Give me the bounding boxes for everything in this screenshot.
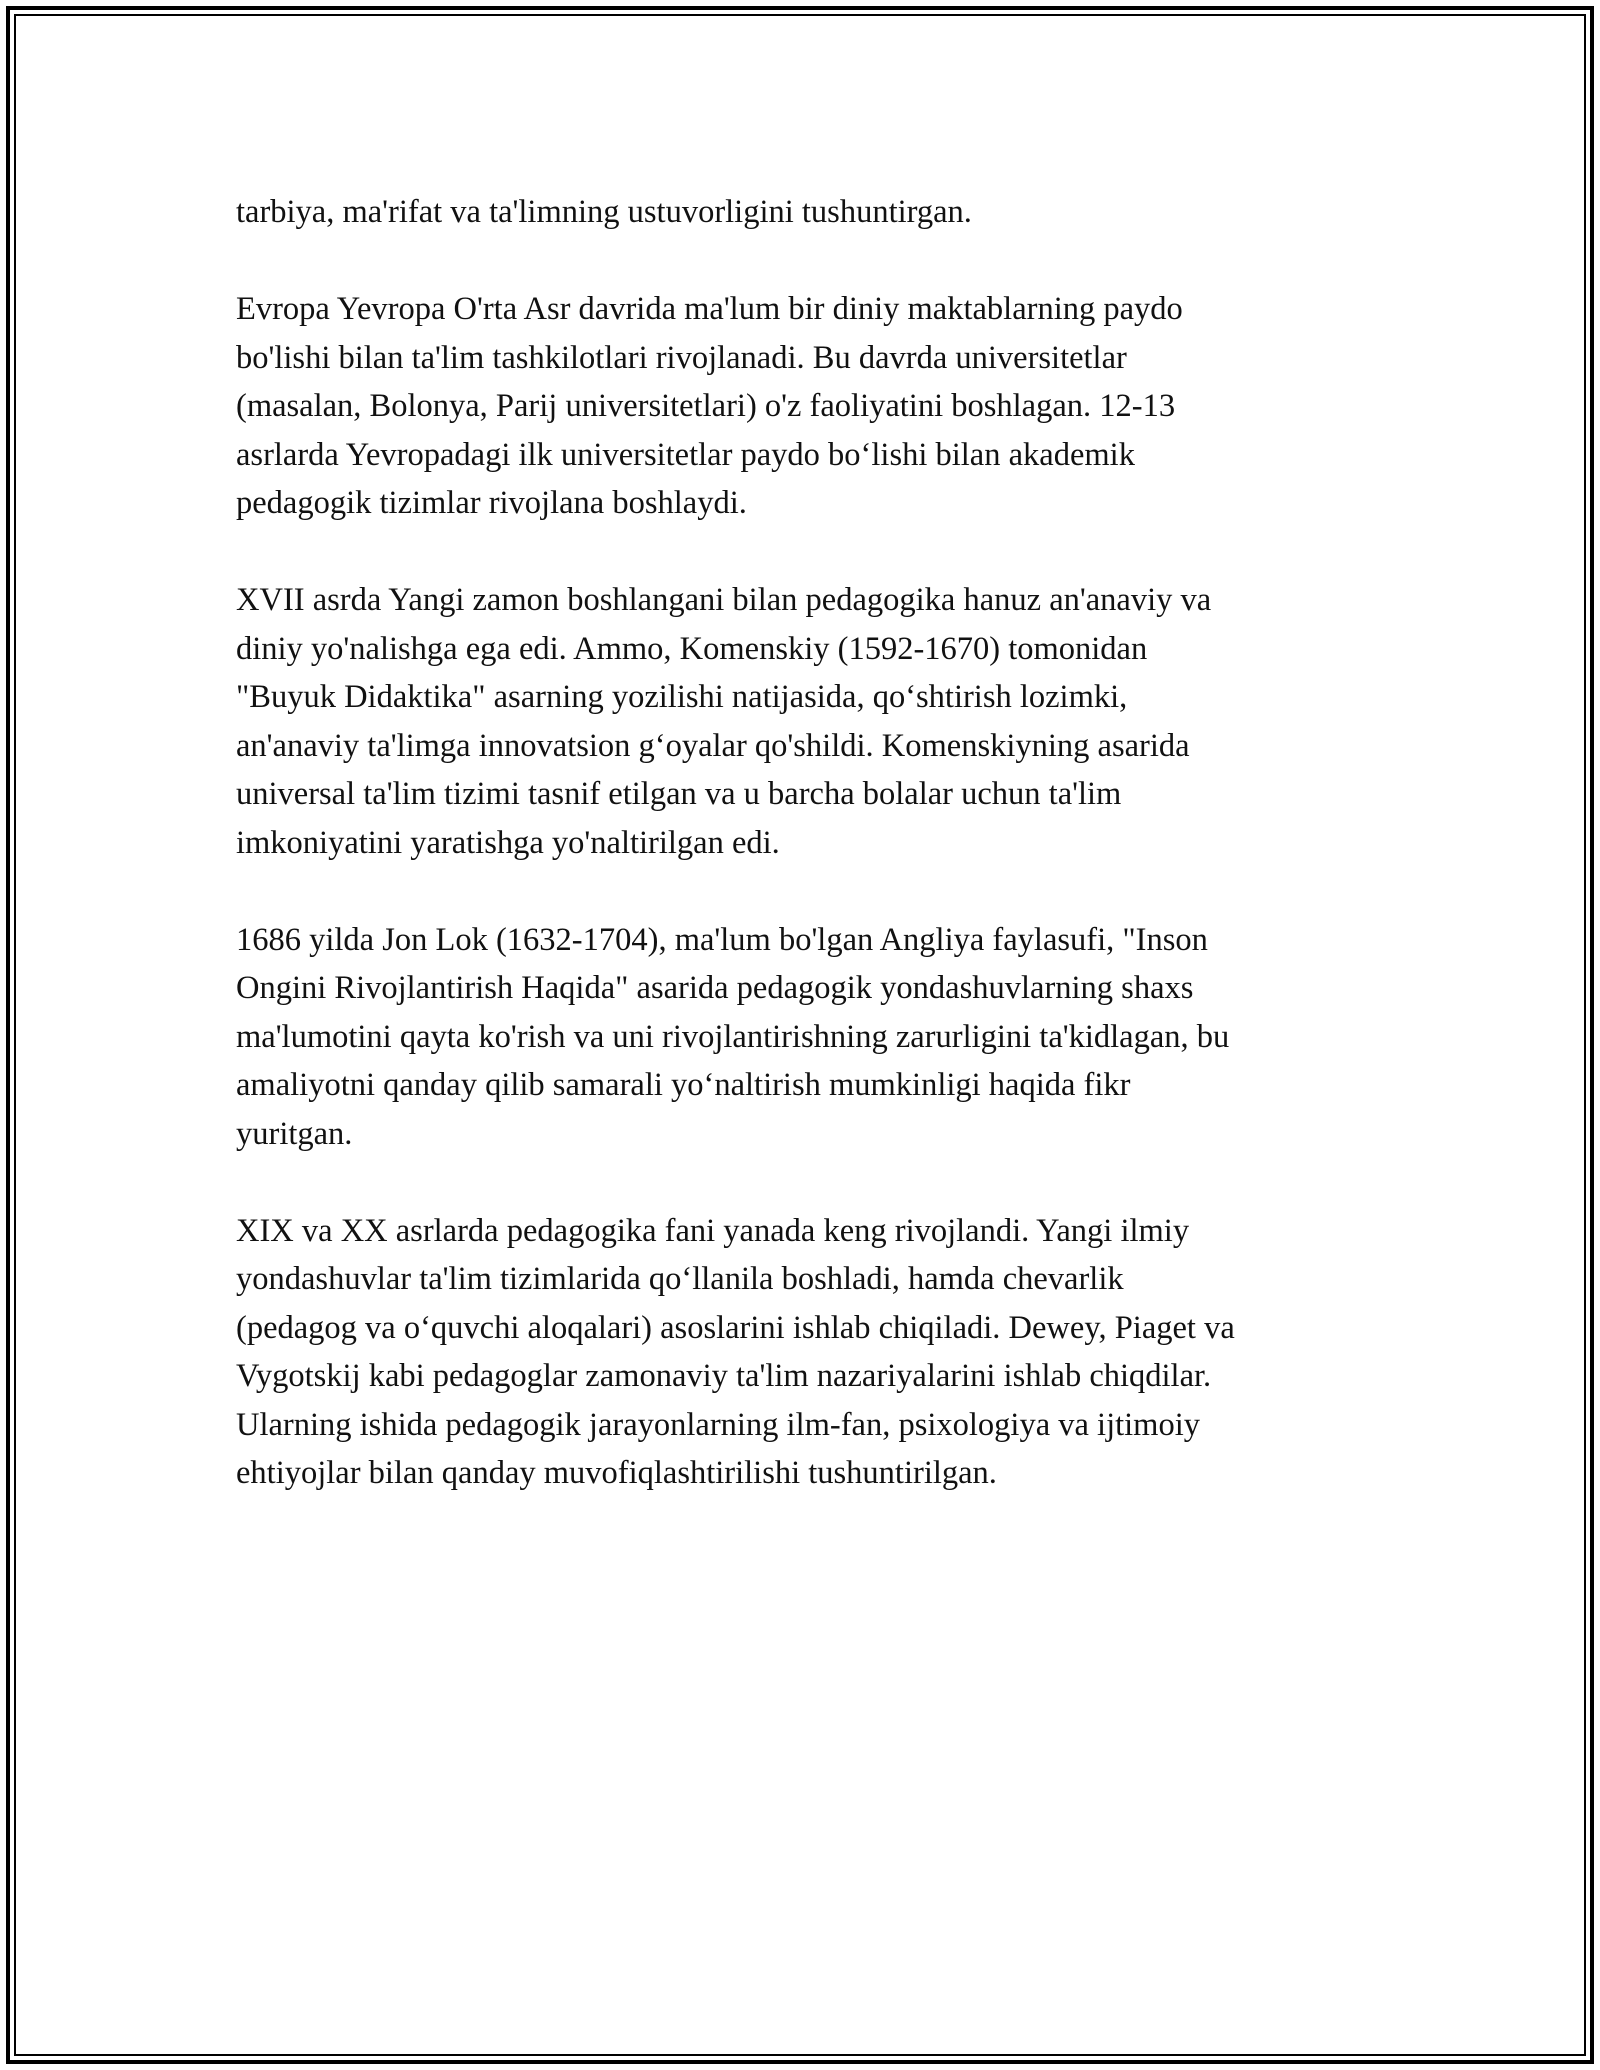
text-line: amaliyotni qanday qilib samarali yo‘naltirish mumkinligi haqida fikr: [236, 1067, 1131, 1103]
text-line: ma'lumotini qayta ko'rish va uni rivojlantirishning zarurligini ta'kidlagan, bu: [236, 1018, 1230, 1055]
text-line: diniy yo'nalishga ega edi. Ammo, Komenskiy (1592-1670) tomonidan: [236, 630, 1148, 667]
text-line: XVII asrda Yangi zamon boshlangani bilan pedagogika hanuz an'anaviy va: [236, 582, 1212, 618]
text-line: imkoniyatini yaratishga yo'naltirilgan edi.: [236, 824, 780, 861]
text-line: Ongini Rivojlantirish Haqida" asarida pedagogik yondashuvlarning shaxs: [236, 970, 1194, 1006]
text-line: "Buyuk Didaktika" asarning yozilishi natijasida, qo‘shtirish lozimki,: [236, 679, 1128, 715]
text-line: Vygotskij kabi pedagoglar zamonaviy ta'lim nazariyalarini ishlab chiqdilar.: [236, 1358, 1212, 1394]
text-line: yondashuvlar ta'lim tizimlarida qo‘llanila boshladi, hamda chevarlik: [236, 1261, 1124, 1297]
text-line: 1686 yilda Jon Lok (1632-1704), ma'lum bo'lgan Angliya faylasufi, "Inson: [236, 921, 1208, 958]
document-body: [236, 188, 1366, 1546]
paragraph-2: [236, 285, 1366, 528]
text-line: pedagogik tizimlar rivojlana boshlaydi.: [236, 485, 747, 521]
paragraph-4: [236, 916, 1366, 1159]
text-line: XIX va XX asrlarda pedagogika fani yanada keng rivojlandi. Yangi ilmiy: [236, 1212, 1190, 1249]
paragraph-1: [236, 188, 1366, 237]
text-line: Evropa Yevropa O'rta Asr davrida ma'lum bir diniy maktablarning paydo: [236, 291, 1183, 327]
text-line: ehtiyojlar bilan qanday muvofiqlashtirilishi tushuntirilgan.: [236, 1455, 997, 1491]
text-line: an'anaviy ta'limga innovatsion g‘oyalar qo'shildi. Komenskiyning asarida: [236, 727, 1190, 764]
text-line: tarbiya, ma'rifat va ta'limning ustuvorligini tushuntirgan.: [236, 194, 972, 230]
paragraph-5: [236, 1207, 1366, 1498]
text-line: bo'lishi bilan ta'lim tashkilotlari rivojlanadi. Bu davrda universitetlar: [236, 339, 1127, 376]
text-line: (pedagog va o‘quvchi aloqalari) asoslarini ishlab chiqiladi. Dewey, Piaget va: [236, 1309, 1235, 1346]
text-line: (masalan, Bolonya, Parij universitetlari) o'z faoliyatini boshlagan. 12-13: [236, 388, 1176, 424]
text-line: Ularning ishida pedagogik jarayonlarning ilm-fan, psixologiya va ijtimoiy: [236, 1406, 1200, 1443]
text-line: universal ta'lim tizimi tasnif etilgan va u barcha bolalar uchun ta'lim: [236, 776, 1122, 812]
text-line: yuritgan.: [236, 1115, 353, 1152]
text-line: asrlarda Yevropadagi ilk universitetlar paydo bo‘lishi bilan akademik: [236, 436, 1135, 473]
paragraph-3: [236, 576, 1366, 867]
